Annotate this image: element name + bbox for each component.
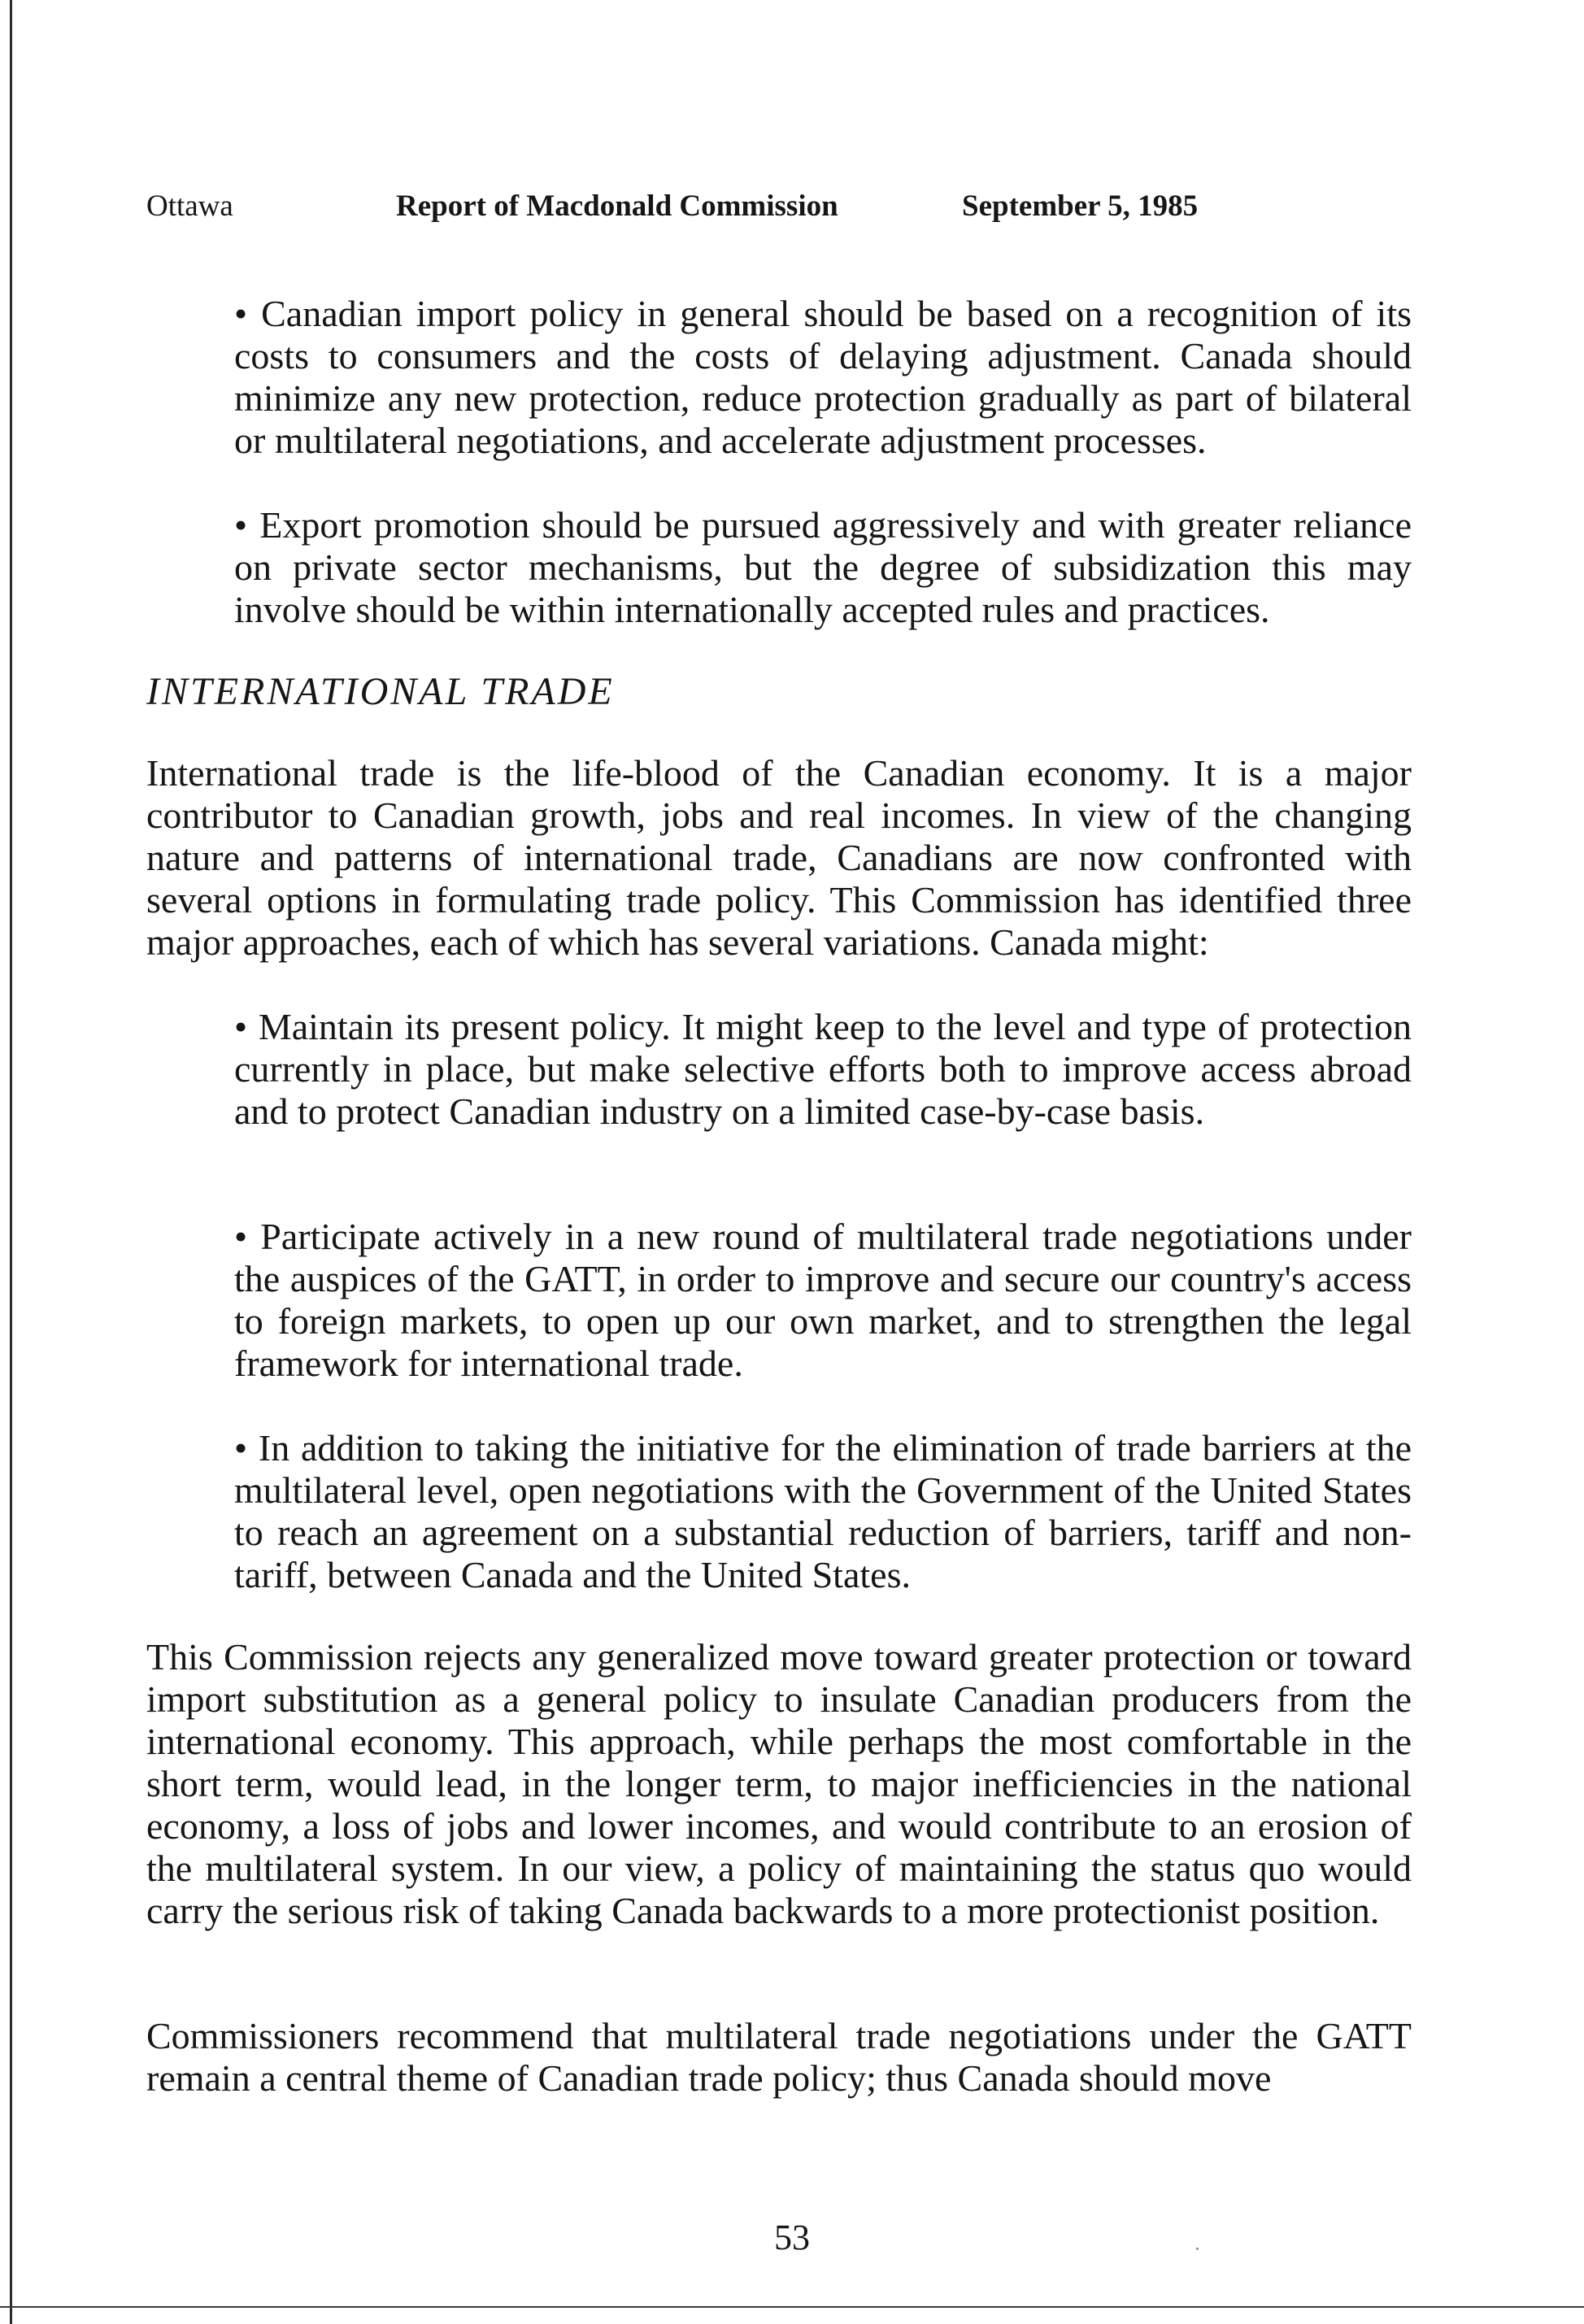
rejection-paragraph: This Commission rejects any generalized move toward greater protection or toward import substitution as a general policy to insulate Canadian producers from the international economy. This approach, while perhaps the most comfortable in the short term, would lead, in the longer term, to major inefficiencies in the national economy, a loss of jobs and lower incomes, and would contribute to an erosion of the multilateral system. In our view, a policy of maintaining the status quo would carry the serious risk of taking Canada backwards to a more protectionist position. [146,1636,1412,1931]
scan-speck [1196,2248,1199,2250]
option-multilateral-gatt: • Participate actively in a new round of multilateral trade negotiations under the auspices of the GATT, in order to improve and secure our country's access to foreign markets, to open up our own market, and to strengthen the legal framework for international trade. [234,1216,1412,1384]
scan-edge-bottom [0,2306,1584,2308]
bullet-import-policy: • Canadian import policy in general should be based on a recognition of its costs to consumers and the costs of delaying adjustment. Canada should minimize any new protection, reduce protection gradually as part of bilateral or multilateral negotiations, and accelerate adjustment processes. [234,293,1412,461]
closing-paragraph: Commissioners recommend that multilateral trade negotiations under the GATT remain a central theme of Canadian trade policy; thus Canada should move [146,2015,1412,2099]
section-heading: INTERNATIONAL TRADE [146,670,615,713]
bullet-export-promotion: • Export promotion should be pursued aggressively and with greater reliance on private sector mechanisms, but the degree of subsidization this may involve should be within internationally accepted rules and practices. [234,504,1412,630]
scan-edge-left [10,0,12,2324]
page-number: 53 [774,2217,810,2257]
option-bilateral-us: • In addition to taking the initiative for the elimination of trade barriers at the multilateral level, open negotiations with the Government of the United States to reach an agreement on a substantial reduction of barriers, tariff and non-tariff, between Canada and the United States. [234,1427,1412,1595]
header-title: Report of Macdonald Commission [396,189,838,223]
header-location: Ottawa [146,189,233,223]
option-maintain-policy: • Maintain its present policy. It might keep to the level and type of protection currently in place, but make selective efforts both to improve access abroad and to protect Canadian industry on a limited case-by-case basis. [234,1006,1412,1132]
header-date: September 5, 1985 [962,189,1199,223]
intro-paragraph: International trade is the life-blood of the Canadian economy. It is a major contributor to Canadian growth, jobs and real incomes. In view of the changing nature and patterns of international trade, Canadians are now confronted with several options in formulating trade policy. This Commission has identified three major approaches, each of which has several variations. Canada might: [146,752,1412,963]
running-header [0,189,1584,229]
